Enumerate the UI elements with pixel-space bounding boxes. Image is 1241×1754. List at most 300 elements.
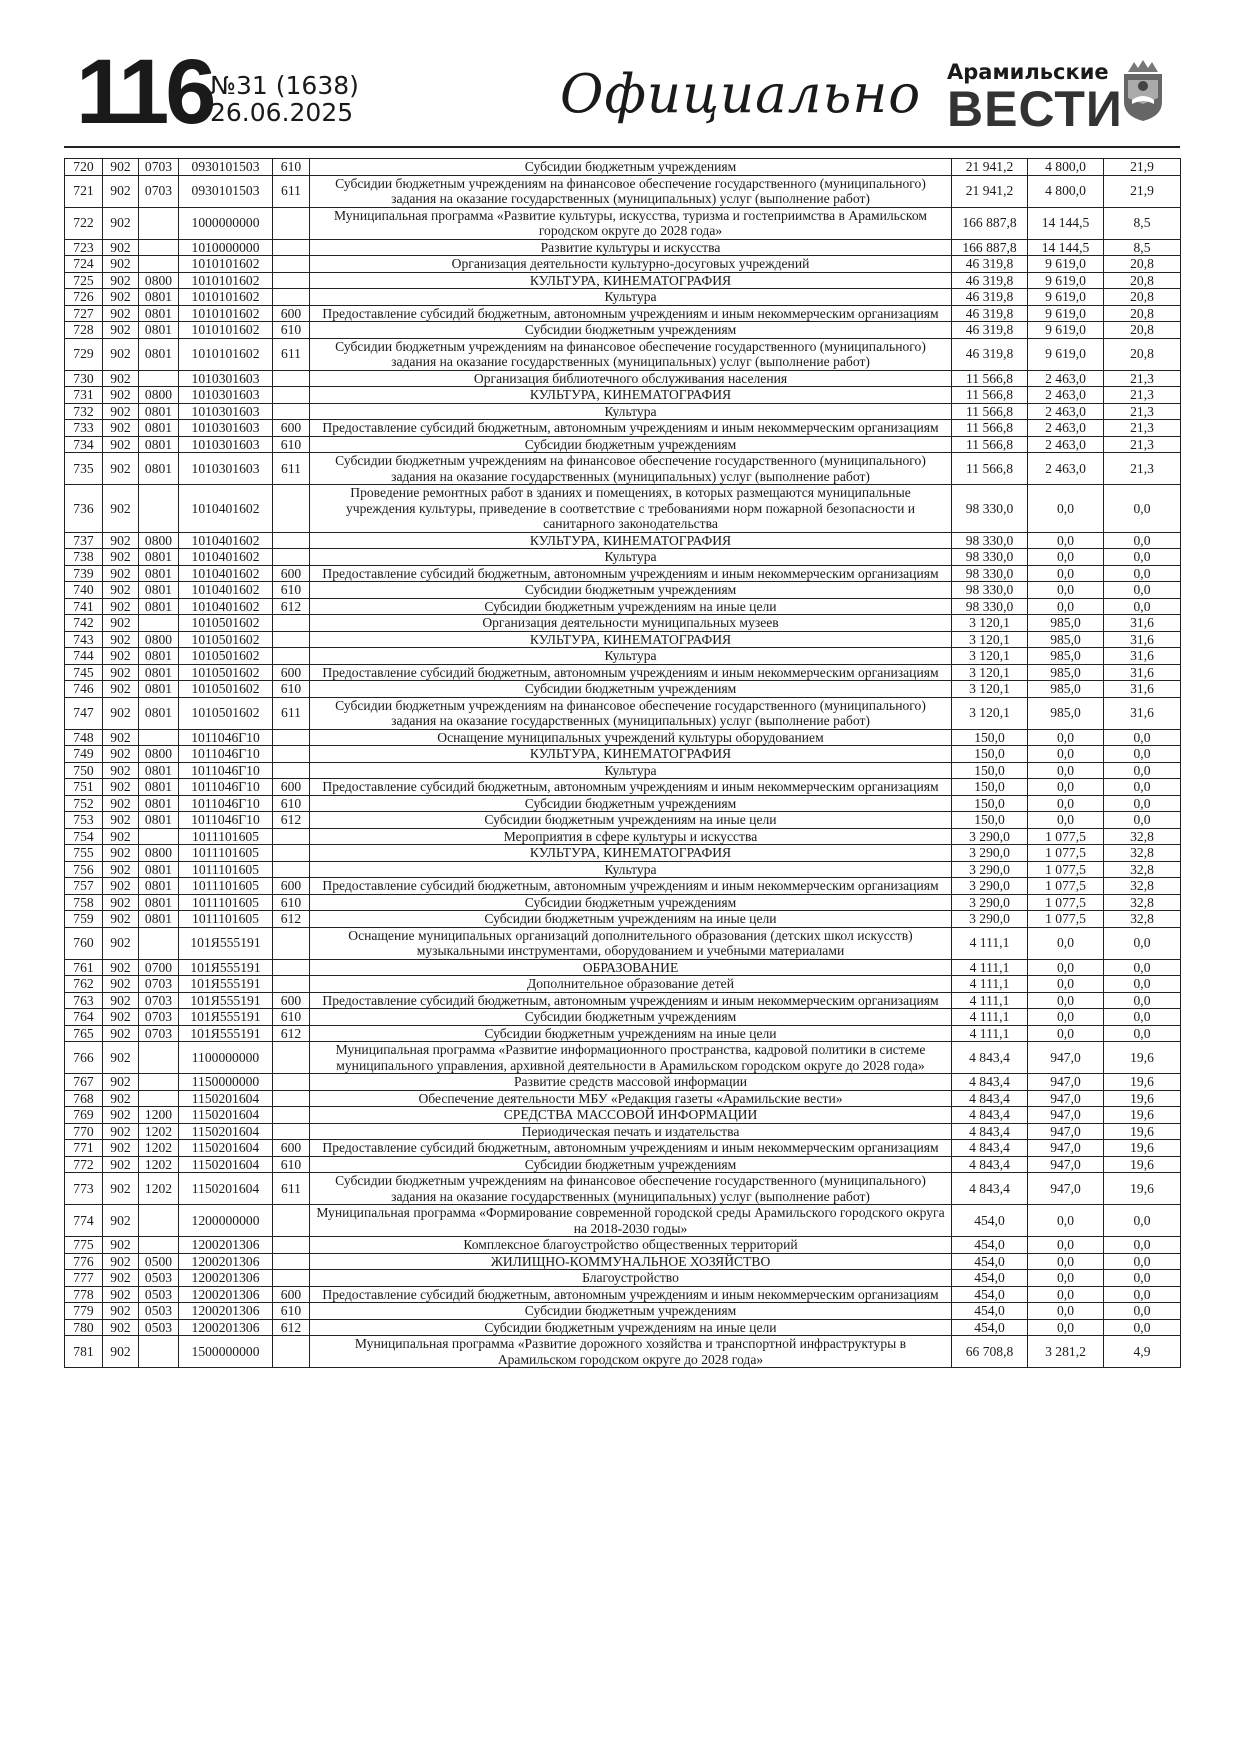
target-article-code: 1010401602	[179, 565, 273, 582]
row-description: Субсидии бюджетным учреждениям на финансовое обеспечение государственного (муниципального) задания на оказание государственных (муниципальных) услуг (выполнение работ)	[310, 175, 952, 207]
section-code: 0801	[139, 305, 179, 322]
row-description: Субсидии бюджетным учреждениям на иные цели	[310, 598, 952, 615]
ministry-code: 902	[103, 420, 139, 437]
percent-executed: 21,3	[1104, 370, 1181, 387]
ministry-code: 902	[103, 322, 139, 339]
section-code: 0703	[139, 976, 179, 993]
row-number: 747	[65, 697, 103, 729]
planned-amount: 46 319,8	[952, 289, 1028, 306]
executed-amount: 3 281,2	[1028, 1336, 1104, 1368]
target-article-code: 1010301603	[179, 387, 273, 404]
ministry-code: 902	[103, 795, 139, 812]
table-row	[65, 631, 1181, 648]
row-description: Субсидии бюджетным учреждениям	[310, 1009, 952, 1026]
table-row	[65, 1074, 1181, 1091]
ministry-code: 902	[103, 959, 139, 976]
target-article-code: 1010501602	[179, 631, 273, 648]
executed-amount: 0,0	[1028, 485, 1104, 533]
expense-type-code: 610	[273, 1009, 310, 1026]
planned-amount: 21 941,2	[952, 159, 1028, 176]
target-article-code: 1010401602	[179, 598, 273, 615]
expense-type-code: 600	[273, 878, 310, 895]
percent-executed: 0,0	[1104, 976, 1181, 993]
target-article-code: 1200201306	[179, 1303, 273, 1320]
row-number: 775	[65, 1237, 103, 1254]
row-description: Периодическая печать и издательства	[310, 1123, 952, 1140]
expense-type-code: 610	[273, 1156, 310, 1173]
percent-executed: 0,0	[1104, 1286, 1181, 1303]
target-article-code: 1150000000	[179, 1074, 273, 1091]
planned-amount: 454,0	[952, 1303, 1028, 1320]
executed-amount: 1 077,5	[1028, 894, 1104, 911]
planned-amount: 166 887,8	[952, 239, 1028, 256]
table-row	[65, 795, 1181, 812]
row-number: 742	[65, 615, 103, 632]
executed-amount: 0,0	[1028, 1253, 1104, 1270]
row-number: 732	[65, 403, 103, 420]
expense-type-code	[273, 861, 310, 878]
planned-amount: 11 566,8	[952, 387, 1028, 404]
table-row	[65, 828, 1181, 845]
planned-amount: 454,0	[952, 1237, 1028, 1254]
row-number: 756	[65, 861, 103, 878]
expense-type-code: 600	[273, 565, 310, 582]
target-article-code: 1150201604	[179, 1140, 273, 1157]
table-row	[65, 1336, 1181, 1368]
table-row	[65, 992, 1181, 1009]
row-description: Субсидии бюджетным учреждениям	[310, 1303, 952, 1320]
planned-amount: 4 111,1	[952, 1009, 1028, 1026]
target-article-code: 1010101602	[179, 305, 273, 322]
target-article-code: 1010301603	[179, 370, 273, 387]
row-number: 744	[65, 648, 103, 665]
target-article-code: 1010401602	[179, 485, 273, 533]
target-article-code: 1011101605	[179, 861, 273, 878]
percent-executed: 0,0	[1104, 927, 1181, 959]
row-description: Субсидии бюджетным учреждениям на финансовое обеспечение государственного (муниципального) задания на оказание государственных (муниципальных) услуг (выполнение работ)	[310, 697, 952, 729]
ministry-code: 902	[103, 582, 139, 599]
row-number: 724	[65, 256, 103, 273]
row-description: Субсидии бюджетным учреждениям на финансовое обеспечение государственного (муниципального) задания на оказание государственных (муниципальных) услуг (выполнение работ)	[310, 338, 952, 370]
section-code: 0800	[139, 532, 179, 549]
section-code: 0801	[139, 453, 179, 485]
table-row	[65, 1286, 1181, 1303]
section-code: 0801	[139, 549, 179, 566]
table-row	[65, 615, 1181, 632]
expense-type-code	[273, 370, 310, 387]
ministry-code: 902	[103, 664, 139, 681]
expense-type-code: 610	[273, 681, 310, 698]
percent-executed: 32,8	[1104, 894, 1181, 911]
row-number: 779	[65, 1303, 103, 1320]
planned-amount: 11 566,8	[952, 453, 1028, 485]
expense-type-code	[273, 272, 310, 289]
ministry-code: 902	[103, 615, 139, 632]
page-header	[66, 41, 1176, 144]
executed-amount: 2 463,0	[1028, 436, 1104, 453]
expense-type-code: 611	[273, 453, 310, 485]
target-article-code: 101Я555191	[179, 927, 273, 959]
section-code: 0801	[139, 812, 179, 829]
target-article-code: 0930101503	[179, 175, 273, 207]
table-row	[65, 436, 1181, 453]
percent-executed: 0,0	[1104, 565, 1181, 582]
planned-amount: 11 566,8	[952, 370, 1028, 387]
ministry-code: 902	[103, 403, 139, 420]
row-number: 748	[65, 729, 103, 746]
expense-type-code	[273, 1042, 310, 1074]
planned-amount: 150,0	[952, 812, 1028, 829]
percent-executed: 32,8	[1104, 878, 1181, 895]
expense-type-code	[273, 1123, 310, 1140]
table-row	[65, 878, 1181, 895]
ministry-code: 902	[103, 681, 139, 698]
row-description: Муниципальная программа «Развитие культуры, искусства, туризма и гостеприимства в Арамильском городском округе до 2028 года»	[310, 207, 952, 239]
expense-type-code: 610	[273, 436, 310, 453]
coat-of-arms-icon	[1120, 58, 1166, 122]
target-article-code: 101Я555191	[179, 1025, 273, 1042]
table-row	[65, 1025, 1181, 1042]
section-code: 0500	[139, 1253, 179, 1270]
row-number: 776	[65, 1253, 103, 1270]
section-code	[139, 828, 179, 845]
row-number: 721	[65, 175, 103, 207]
table-row	[65, 681, 1181, 698]
executed-amount: 4 800,0	[1028, 159, 1104, 176]
planned-amount: 3 290,0	[952, 861, 1028, 878]
section-code: 0801	[139, 648, 179, 665]
row-number: 733	[65, 420, 103, 437]
table-row	[65, 322, 1181, 339]
percent-executed: 0,0	[1104, 1319, 1181, 1336]
ministry-code: 902	[103, 828, 139, 845]
expense-type-code	[273, 746, 310, 763]
target-article-code: 1010101602	[179, 338, 273, 370]
section-code: 0703	[139, 1025, 179, 1042]
row-description: Субсидии бюджетным учреждениям	[310, 159, 952, 176]
percent-executed: 31,6	[1104, 615, 1181, 632]
executed-amount: 0,0	[1028, 992, 1104, 1009]
newspaper-name-top: Арамильские	[947, 60, 1109, 84]
row-number: 758	[65, 894, 103, 911]
row-number: 767	[65, 1074, 103, 1091]
row-number: 770	[65, 1123, 103, 1140]
target-article-code: 101Я555191	[179, 959, 273, 976]
expense-type-code: 600	[273, 1286, 310, 1303]
planned-amount: 3 120,1	[952, 681, 1028, 698]
expense-type-code	[273, 648, 310, 665]
row-description: Благоустройство	[310, 1270, 952, 1287]
ministry-code: 902	[103, 175, 139, 207]
row-number: 740	[65, 582, 103, 599]
row-number: 760	[65, 927, 103, 959]
section-code: 1202	[139, 1123, 179, 1140]
ministry-code: 902	[103, 565, 139, 582]
executed-amount: 2 463,0	[1028, 403, 1104, 420]
percent-executed: 0,0	[1104, 795, 1181, 812]
executed-amount: 1 077,5	[1028, 828, 1104, 845]
target-article-code: 1010101602	[179, 322, 273, 339]
row-number: 743	[65, 631, 103, 648]
planned-amount: 150,0	[952, 729, 1028, 746]
planned-amount: 4 111,1	[952, 976, 1028, 993]
percent-executed: 19,6	[1104, 1074, 1181, 1091]
expense-type-code	[273, 828, 310, 845]
executed-amount: 14 144,5	[1028, 207, 1104, 239]
table-row	[65, 1173, 1181, 1205]
percent-executed: 0,0	[1104, 812, 1181, 829]
row-description: Оснащение муниципальных организаций дополнительного образования (детских школ искусств) музыкальными инструментами, оборудованием и учебными материалами	[310, 927, 952, 959]
section-code	[139, 256, 179, 273]
ministry-code: 902	[103, 1090, 139, 1107]
table-row	[65, 272, 1181, 289]
expense-type-code	[273, 1074, 310, 1091]
planned-amount: 46 319,8	[952, 338, 1028, 370]
table-row	[65, 289, 1181, 306]
ministry-code: 902	[103, 239, 139, 256]
target-article-code: 1011101605	[179, 911, 273, 928]
percent-executed: 8,5	[1104, 207, 1181, 239]
row-number: 727	[65, 305, 103, 322]
executed-amount: 1 077,5	[1028, 878, 1104, 895]
ministry-code: 902	[103, 1009, 139, 1026]
ministry-code: 902	[103, 207, 139, 239]
planned-amount: 4 843,4	[952, 1042, 1028, 1074]
section-code: 0801	[139, 779, 179, 796]
section-code: 0801	[139, 338, 179, 370]
row-number: 753	[65, 812, 103, 829]
table-row	[65, 598, 1181, 615]
planned-amount: 150,0	[952, 779, 1028, 796]
row-description: Предоставление субсидий бюджетным, автономным учреждениям и иным некоммерческим организациям	[310, 992, 952, 1009]
table-row	[65, 861, 1181, 878]
row-number: 735	[65, 453, 103, 485]
target-article-code: 1150201604	[179, 1107, 273, 1124]
executed-amount: 985,0	[1028, 648, 1104, 665]
row-description: Культура	[310, 403, 952, 420]
target-article-code: 101Я555191	[179, 976, 273, 993]
table-row	[65, 582, 1181, 599]
target-article-code: 1011046Г10	[179, 729, 273, 746]
target-article-code: 1010501602	[179, 615, 273, 632]
expense-type-code: 610	[273, 322, 310, 339]
expense-type-code	[273, 256, 310, 273]
row-number: 774	[65, 1205, 103, 1237]
row-description: СРЕДСТВА МАССОВОЙ ИНФОРМАЦИИ	[310, 1107, 952, 1124]
planned-amount: 46 319,8	[952, 256, 1028, 273]
planned-amount: 150,0	[952, 746, 1028, 763]
ministry-code: 902	[103, 1173, 139, 1205]
target-article-code: 1010401602	[179, 549, 273, 566]
expense-type-code: 610	[273, 1303, 310, 1320]
row-description: Субсидии бюджетным учреждениям на иные цели	[310, 911, 952, 928]
table-row	[65, 1140, 1181, 1157]
expense-type-code: 600	[273, 420, 310, 437]
section-code: 0800	[139, 387, 179, 404]
row-description: Мероприятия в сфере культуры и искусства	[310, 828, 952, 845]
row-number: 731	[65, 387, 103, 404]
section-code	[139, 1090, 179, 1107]
percent-executed: 0,0	[1104, 779, 1181, 796]
section-code: 0703	[139, 159, 179, 176]
planned-amount: 98 330,0	[952, 549, 1028, 566]
planned-amount: 98 330,0	[952, 485, 1028, 533]
planned-amount: 454,0	[952, 1205, 1028, 1237]
ministry-code: 902	[103, 697, 139, 729]
planned-amount: 4 843,4	[952, 1107, 1028, 1124]
target-article-code: 1010501602	[179, 664, 273, 681]
planned-amount: 4 111,1	[952, 959, 1028, 976]
percent-executed: 0,0	[1104, 485, 1181, 533]
ministry-code: 902	[103, 256, 139, 273]
executed-amount: 2 463,0	[1028, 453, 1104, 485]
executed-amount: 1 077,5	[1028, 861, 1104, 878]
section-code	[139, 1074, 179, 1091]
expense-type-code	[273, 485, 310, 533]
ministry-code: 902	[103, 648, 139, 665]
section-code: 0503	[139, 1286, 179, 1303]
table-row	[65, 532, 1181, 549]
target-article-code: 1011101605	[179, 845, 273, 862]
table-row	[65, 845, 1181, 862]
ministry-code: 902	[103, 729, 139, 746]
executed-amount: 947,0	[1028, 1123, 1104, 1140]
expense-type-code: 612	[273, 911, 310, 928]
row-description: Проведение ремонтных работ в зданиях и помещениях, в которых размещаются муниципальные учреждения культуры, приведение в соответствие с требованиями норм пожарной безопасности и санитарного законодательства	[310, 485, 952, 533]
ministry-code: 902	[103, 1140, 139, 1157]
expense-type-code	[273, 959, 310, 976]
expense-type-code	[273, 289, 310, 306]
section-code	[139, 207, 179, 239]
table-row	[65, 1123, 1181, 1140]
planned-amount: 3 120,1	[952, 615, 1028, 632]
executed-amount: 947,0	[1028, 1107, 1104, 1124]
table-row	[65, 746, 1181, 763]
row-number: 755	[65, 845, 103, 862]
executed-amount: 0,0	[1028, 1009, 1104, 1026]
row-description: Субсидии бюджетным учреждениям	[310, 582, 952, 599]
expense-type-code	[273, 762, 310, 779]
expense-type-code: 612	[273, 1319, 310, 1336]
planned-amount: 11 566,8	[952, 420, 1028, 437]
expense-type-code: 600	[273, 992, 310, 1009]
executed-amount: 0,0	[1028, 549, 1104, 566]
executed-amount: 0,0	[1028, 1286, 1104, 1303]
planned-amount: 4 843,4	[952, 1090, 1028, 1107]
table-row	[65, 1253, 1181, 1270]
section-code: 0801	[139, 436, 179, 453]
row-description: Предоставление субсидий бюджетным, автономным учреждениям и иным некоммерческим организациям	[310, 420, 952, 437]
ministry-code: 902	[103, 532, 139, 549]
target-article-code: 1010501602	[179, 681, 273, 698]
expense-type-code: 610	[273, 894, 310, 911]
table-row	[65, 697, 1181, 729]
section-code	[139, 927, 179, 959]
row-number: 746	[65, 681, 103, 698]
percent-executed: 21,9	[1104, 159, 1181, 176]
percent-executed: 19,6	[1104, 1156, 1181, 1173]
executed-amount: 9 619,0	[1028, 338, 1104, 370]
table-row	[65, 159, 1181, 176]
ministry-code: 902	[103, 436, 139, 453]
planned-amount: 3 290,0	[952, 845, 1028, 862]
row-number: 765	[65, 1025, 103, 1042]
row-number: 739	[65, 565, 103, 582]
row-description: Субсидии бюджетным учреждениям	[310, 795, 952, 812]
ministry-code: 902	[103, 927, 139, 959]
executed-amount: 947,0	[1028, 1140, 1104, 1157]
expense-type-code: 610	[273, 582, 310, 599]
table-row	[65, 1205, 1181, 1237]
percent-executed: 31,6	[1104, 631, 1181, 648]
section-code: 0801	[139, 289, 179, 306]
target-article-code: 1011046Г10	[179, 762, 273, 779]
table-row	[65, 565, 1181, 582]
section-code: 0801	[139, 420, 179, 437]
target-article-code: 1150201604	[179, 1173, 273, 1205]
row-number: 730	[65, 370, 103, 387]
planned-amount: 3 120,1	[952, 648, 1028, 665]
percent-executed: 0,0	[1104, 532, 1181, 549]
section-code: 0801	[139, 598, 179, 615]
page-number: 116	[76, 41, 213, 143]
row-description: КУЛЬТУРА, КИНЕМАТОГРАФИЯ	[310, 845, 952, 862]
target-article-code: 1010101602	[179, 272, 273, 289]
planned-amount: 3 120,1	[952, 697, 1028, 729]
row-number: 751	[65, 779, 103, 796]
row-description: Культура	[310, 549, 952, 566]
target-article-code: 1010301603	[179, 453, 273, 485]
section-code: 1202	[139, 1156, 179, 1173]
row-description: Муниципальная программа «Развитие дорожного хозяйства и транспортной инфраструктуры в Арамильском городском округе до 2028 года»	[310, 1336, 952, 1368]
executed-amount: 985,0	[1028, 631, 1104, 648]
planned-amount: 454,0	[952, 1253, 1028, 1270]
expense-type-code: 612	[273, 1025, 310, 1042]
executed-amount: 0,0	[1028, 762, 1104, 779]
planned-amount: 150,0	[952, 762, 1028, 779]
expense-type-code: 611	[273, 338, 310, 370]
executed-amount: 0,0	[1028, 582, 1104, 599]
expense-type-code: 600	[273, 1140, 310, 1157]
percent-executed: 0,0	[1104, 992, 1181, 1009]
section-code: 0801	[139, 565, 179, 582]
section-code: 0800	[139, 746, 179, 763]
row-description: Организация деятельности муниципальных музеев	[310, 615, 952, 632]
percent-executed: 0,0	[1104, 1253, 1181, 1270]
executed-amount: 9 619,0	[1028, 289, 1104, 306]
table-row	[65, 175, 1181, 207]
ministry-code: 902	[103, 861, 139, 878]
expense-type-code: 612	[273, 598, 310, 615]
expense-type-code	[273, 387, 310, 404]
row-description: Предоставление субсидий бюджетным, автономным учреждениям и иным некоммерческим организациям	[310, 664, 952, 681]
section-code: 0801	[139, 403, 179, 420]
row-number: 745	[65, 664, 103, 681]
row-description: КУЛЬТУРА, КИНЕМАТОГРАФИЯ	[310, 387, 952, 404]
expense-type-code	[273, 1107, 310, 1124]
planned-amount: 4 843,4	[952, 1173, 1028, 1205]
issue-info	[210, 72, 359, 126]
executed-amount: 0,0	[1028, 1205, 1104, 1237]
row-number: 726	[65, 289, 103, 306]
target-article-code: 1010301603	[179, 420, 273, 437]
expense-type-code	[273, 239, 310, 256]
percent-executed: 19,6	[1104, 1123, 1181, 1140]
percent-executed: 31,6	[1104, 664, 1181, 681]
ministry-code: 902	[103, 631, 139, 648]
executed-amount: 0,0	[1028, 598, 1104, 615]
row-number: 759	[65, 911, 103, 928]
